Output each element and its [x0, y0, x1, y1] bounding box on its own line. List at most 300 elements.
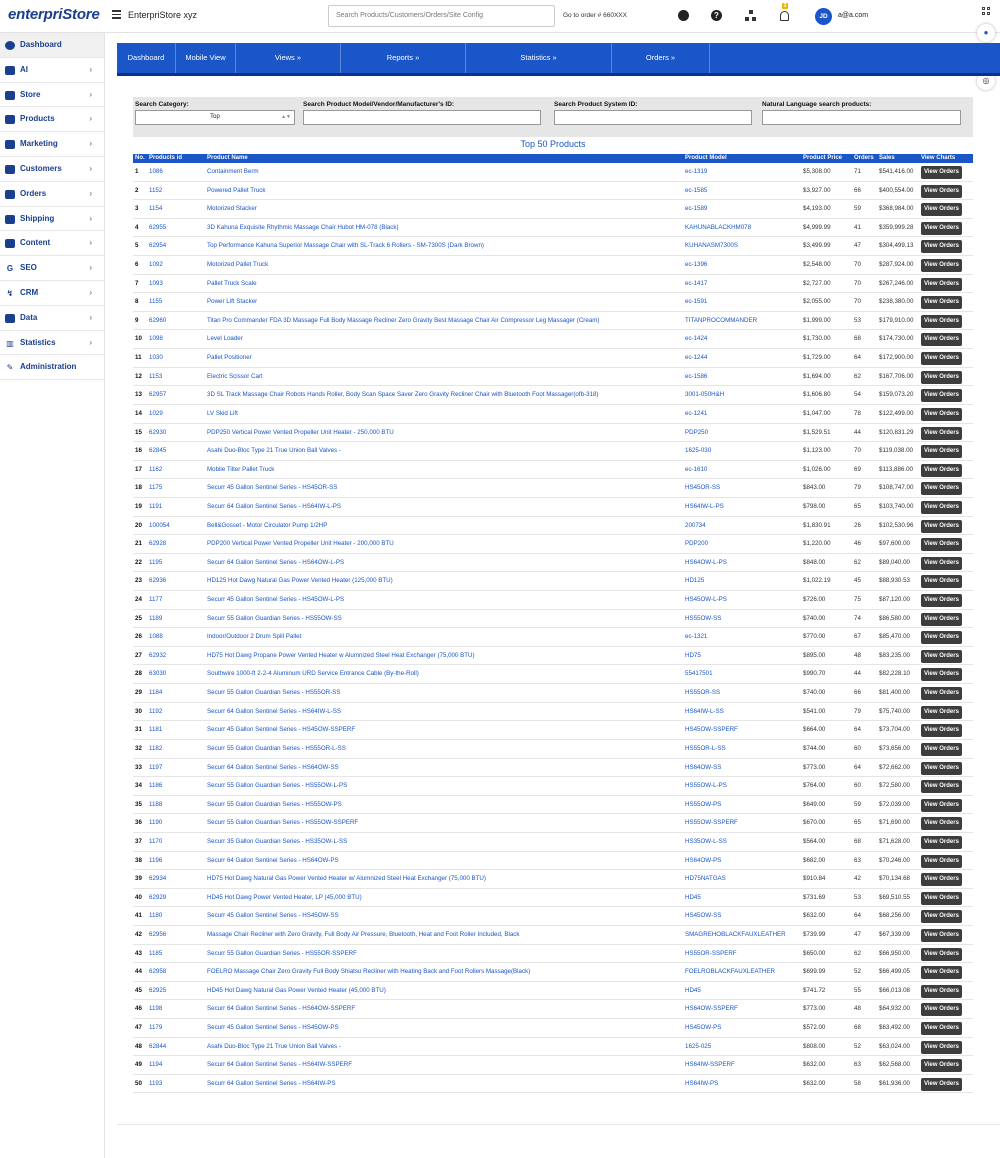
- product-name-link[interactable]: Securr 55 Gallon Guardian Series - HS55OR-SSPERF: [207, 949, 357, 957]
- view-orders-button[interactable]: View Orders: [921, 501, 962, 514]
- product-model-link[interactable]: KUHANASM7300S: [685, 242, 738, 250]
- product-id-link[interactable]: 1154: [149, 205, 163, 213]
- product-model-link[interactable]: HS55OW-PS: [685, 800, 722, 808]
- product-model-link[interactable]: HD75NATGAS: [685, 875, 726, 883]
- view-orders-button[interactable]: View Orders: [921, 333, 962, 346]
- sidebar-item-dashboard[interactable]: [0, 33, 104, 58]
- view-orders-button[interactable]: View Orders: [921, 1041, 962, 1054]
- row-number: 29: [135, 689, 142, 697]
- product-name-link[interactable]: Securr 35 Gallon Guardian Series - HS35OW-L-SS: [207, 837, 348, 845]
- product-id-link[interactable]: 62925: [149, 986, 167, 994]
- view-orders-button[interactable]: View Orders: [921, 687, 962, 700]
- product-model-link[interactable]: TITANPROCOMMANDER: [685, 316, 758, 324]
- product-id-link[interactable]: 1175: [149, 484, 163, 492]
- product-name-link[interactable]: LV Skid Lift: [207, 409, 238, 417]
- product-model-link[interactable]: ec-1424: [685, 335, 708, 343]
- product-name-link[interactable]: Securr 45 Gallon Sentinel Series - HS45OW-SS: [207, 912, 339, 920]
- product-id-link[interactable]: 1190: [149, 819, 163, 827]
- sidebar-item-label: Orders: [20, 188, 47, 198]
- product-model-link[interactable]: HS45OW-SS: [685, 912, 722, 920]
- product-id-link[interactable]: 1188: [149, 800, 163, 808]
- product-model-link[interactable]: HS64IW-SSPERF: [685, 1061, 735, 1069]
- product-model-link[interactable]: HD75: [685, 651, 701, 659]
- view-orders-button[interactable]: View Orders: [921, 1059, 962, 1072]
- product-id-link[interactable]: 1191: [149, 502, 163, 510]
- view-orders-button[interactable]: View Orders: [921, 482, 962, 495]
- product-model-link[interactable]: ec-1610: [685, 465, 708, 473]
- product-id-link[interactable]: 1196: [149, 856, 163, 864]
- view-orders-button[interactable]: View Orders: [921, 259, 962, 272]
- product-name-link[interactable]: FOELRO Massage Chair Zero Gravity Full Body Shiatsu Recliner with Heating Back and Foot Rollers Massage(Black): [207, 968, 531, 976]
- sales-total: $85,470.00: [879, 633, 910, 641]
- product-id-link[interactable]: 1192: [149, 707, 163, 715]
- product-name-link[interactable]: Securr 55 Gallon Guardian Series - HS55OW-PS: [207, 800, 342, 808]
- sidebar-item-marketing[interactable]: [0, 132, 104, 157]
- view-orders-button[interactable]: View Orders: [921, 799, 962, 812]
- nav-item-5[interactable]: Orders »: [612, 43, 710, 73]
- product-model-link[interactable]: ec-1591: [685, 298, 708, 306]
- product-model-link[interactable]: HS45OW-L-PS: [685, 596, 727, 604]
- product-name-link[interactable]: Securr 64 Gallon Sentinel Series - HS64IW-L-PS: [207, 502, 342, 510]
- product-name-link[interactable]: Securr 55 Gallon Guardian Series - HS55OR-L-SS: [207, 744, 346, 752]
- product-name-link[interactable]: Securr 45 Gallon Sentinel Series - HS45OW-PS: [207, 1024, 339, 1032]
- product-model-link[interactable]: HS55OW-SSPERF: [685, 819, 738, 827]
- sales-total: $83,235.00: [879, 651, 910, 659]
- product-model-link[interactable]: PDP250: [685, 428, 709, 436]
- product-name-link[interactable]: Mobile Tilter Pallet Truck: [207, 465, 275, 473]
- view-charts-cell: [921, 275, 973, 293]
- view-orders-button[interactable]: View Orders: [921, 222, 962, 235]
- view-orders-button[interactable]: View Orders: [921, 240, 962, 253]
- view-orders-button[interactable]: View Orders: [921, 1003, 962, 1016]
- nl-search-input[interactable]: [762, 110, 961, 125]
- row-number: 1: [135, 168, 139, 175]
- sidebar-item-statistics[interactable]: [0, 331, 104, 356]
- product-price: $3,499.99: [803, 242, 831, 250]
- nav-item-4[interactable]: Statistics »: [466, 43, 612, 73]
- view-orders-button[interactable]: View Orders: [921, 966, 962, 979]
- product-id-link[interactable]: 62928: [149, 540, 167, 548]
- product-id-link[interactable]: 1186: [149, 782, 163, 790]
- product-id-link[interactable]: 62957: [149, 391, 167, 399]
- product-model-link[interactable]: HS55OR-SS: [685, 689, 721, 697]
- product-id-link[interactable]: 1162: [149, 465, 163, 473]
- product-model-link[interactable]: HS64OW-L-PS: [685, 558, 727, 566]
- product-id-link[interactable]: 100054: [149, 521, 170, 529]
- help-icon[interactable]: ?: [711, 10, 722, 21]
- sidebar-item-ai[interactable]: [0, 58, 104, 83]
- view-orders-button[interactable]: View Orders: [921, 910, 962, 923]
- nav-item-2[interactable]: Views »: [236, 43, 341, 73]
- product-model-link[interactable]: HS35OW-L-SS: [685, 837, 727, 845]
- view-orders-button[interactable]: View Orders: [921, 948, 962, 961]
- sidebar-item-crm[interactable]: [0, 281, 104, 306]
- col-header-id[interactable]: Products id: [149, 155, 183, 161]
- sidebar-item-administration[interactable]: [0, 355, 104, 380]
- product-name-link[interactable]: HD45 Hot Dawg Natural Gas Power Vented Heater (45,000 BTU): [207, 986, 386, 994]
- table-row: [133, 870, 973, 889]
- product-id-link[interactable]: 1029: [149, 409, 163, 417]
- product-model-link[interactable]: ec-1417: [685, 279, 708, 287]
- product-id-link[interactable]: 62958: [149, 968, 167, 976]
- sales-total: $368,984.00: [879, 205, 914, 213]
- product-name-link[interactable]: Southwire 1000-ft 2-2-4 Aluminum URD Service Entrance Cable (By-the-Roll): [207, 670, 419, 678]
- col-header-orders[interactable]: Orders: [854, 155, 874, 161]
- product-id-link[interactable]: 1092: [149, 261, 163, 269]
- view-charts-cell: [921, 293, 973, 311]
- product-model-link[interactable]: HD45: [685, 893, 701, 901]
- product-name-link[interactable]: Motorized Stacker: [207, 205, 257, 213]
- product-model-link[interactable]: ec-1589: [685, 205, 708, 213]
- row-number: 17: [135, 465, 142, 473]
- view-orders-button[interactable]: View Orders: [921, 780, 962, 793]
- product-id-link[interactable]: 1093: [149, 279, 163, 287]
- product-name-link[interactable]: Securr 45 Gallon Sentinel Series - HS45OW-L-PS: [207, 596, 345, 604]
- product-id-link[interactable]: 1177: [149, 596, 163, 604]
- view-orders-button[interactable]: View Orders: [921, 538, 962, 551]
- product-name-link[interactable]: PDP250 Vertical Power Vented Propeller Unit Heater - 250,000 BTU: [207, 428, 394, 436]
- view-charts-cell: [921, 498, 973, 516]
- sales-total: $82,228.10: [879, 670, 910, 678]
- sidebar-item-label: Dashboard: [20, 40, 62, 49]
- product-model-link[interactable]: ec-1396: [685, 261, 708, 269]
- sales-total: $122,499.00: [879, 409, 914, 417]
- product-id-link[interactable]: 1194: [149, 1061, 163, 1069]
- goto-order-input[interactable]: Go to order # 660XXX: [563, 12, 627, 19]
- product-name-link[interactable]: Pallet Positioner: [207, 354, 252, 362]
- sidebar-item-content[interactable]: [0, 231, 104, 256]
- product-id-link[interactable]: 1182: [149, 744, 163, 752]
- product-price: $731.69: [803, 893, 826, 901]
- assistant-icon[interactable]: ●: [974, 22, 998, 44]
- sidebar-item-data[interactable]: [0, 306, 104, 331]
- product-id-link[interactable]: 1152: [149, 186, 163, 194]
- product-price: $2,548.00: [803, 261, 831, 269]
- view-orders-button[interactable]: View Orders: [921, 762, 962, 775]
- product-model-link[interactable]: HS64IW-L-SS: [685, 707, 724, 715]
- sitemap-icon[interactable]: [745, 10, 756, 21]
- product-id-link[interactable]: 1181: [149, 726, 163, 734]
- apps-grid-icon[interactable]: [974, 0, 998, 22]
- product-id-link[interactable]: 62934: [149, 875, 167, 883]
- col-header-no[interactable]: No.: [135, 155, 145, 161]
- view-charts-cell: [921, 237, 973, 255]
- store-icon: [5, 91, 15, 100]
- view-orders-button[interactable]: View Orders: [921, 427, 962, 440]
- view-orders-button[interactable]: View Orders: [921, 724, 962, 737]
- view-orders-button[interactable]: View Orders: [921, 594, 962, 607]
- product-name-link[interactable]: Pallet Truck Scale: [207, 279, 257, 287]
- product-name-link[interactable]: 3D SL Track Massage Chair Robots Hands Roller, Body Scan Space Saver Zero Gravity Recliner Chair with Bluetooth Foot Massager(ofb-318): [207, 391, 599, 399]
- product-id-link[interactable]: 62845: [149, 447, 167, 455]
- product-id-link[interactable]: 1153: [149, 372, 163, 380]
- col-header-price[interactable]: Product Price: [803, 155, 843, 161]
- product-id-link[interactable]: 1195: [149, 558, 163, 566]
- chevron-right-icon: ›: [89, 337, 92, 347]
- product-id-link[interactable]: 1193: [149, 1079, 163, 1087]
- product-model-link[interactable]: FOELROBLACKFAUXLEATHER: [685, 968, 775, 976]
- view-orders-button[interactable]: View Orders: [921, 613, 962, 626]
- product-id-link[interactable]: 62954: [149, 242, 167, 250]
- sidebar-item-products[interactable]: [0, 107, 104, 132]
- product-model-link[interactable]: HS45OW-SSPERF: [685, 726, 738, 734]
- product-model-link[interactable]: HS55OW-SS: [685, 614, 722, 622]
- product-id-link[interactable]: 1198: [149, 1005, 163, 1013]
- view-orders-button[interactable]: View Orders: [921, 836, 962, 849]
- orders-count: 71: [854, 168, 861, 175]
- view-charts-cell: [921, 1000, 973, 1018]
- logo[interactable]: enterpriStore: [8, 6, 100, 23]
- view-charts-cell: [921, 796, 973, 814]
- product-id-link[interactable]: 1185: [149, 949, 163, 957]
- view-orders-button[interactable]: View Orders: [921, 855, 962, 868]
- col-header-name[interactable]: Product Name: [207, 155, 248, 161]
- view-orders-button[interactable]: View Orders: [921, 278, 962, 291]
- product-id-link[interactable]: 62844: [149, 1042, 167, 1050]
- product-name-link[interactable]: Securr 64 Gallon Sentinel Series - HS64IW-PS: [207, 1079, 336, 1087]
- product-id-link[interactable]: 1189: [149, 614, 163, 622]
- row-number: 34: [135, 782, 142, 790]
- row-number: 24: [135, 596, 142, 604]
- product-name-link[interactable]: Titan Pro Commander FDA 3D Massage Full Body Massage Recliner Zero Gravity Best Massage Chair Air Compressor Leg Massager (Cream): [207, 316, 600, 324]
- view-orders-button[interactable]: View Orders: [921, 185, 962, 198]
- sidebar-item-seo[interactable]: [0, 256, 104, 281]
- sidebar-item-shipping[interactable]: [0, 207, 104, 232]
- nav-item-1[interactable]: Mobile View: [176, 43, 236, 73]
- view-orders-button[interactable]: View Orders: [921, 296, 962, 309]
- product-id-link[interactable]: 62929: [149, 893, 167, 901]
- product-name-link[interactable]: Securr 64 Gallon Sentinel Series - HS64IW-L-SS: [207, 707, 342, 715]
- product-model-link[interactable]: ec-1241: [685, 409, 708, 417]
- product-model-link[interactable]: 3001-050H&H: [685, 391, 725, 399]
- view-orders-button[interactable]: View Orders: [921, 985, 962, 998]
- chevron-right-icon: ›: [89, 114, 92, 124]
- table-row: [133, 1038, 973, 1057]
- view-orders-button[interactable]: View Orders: [921, 371, 962, 384]
- product-id-link[interactable]: 62955: [149, 223, 167, 231]
- product-name-link[interactable]: Bell&Gosset - Motor Circulator Pump 1/2HP: [207, 521, 328, 529]
- system-id-search-input[interactable]: [554, 110, 752, 125]
- product-id-link[interactable]: 1155: [149, 298, 163, 306]
- product-model-link[interactable]: 55417501: [685, 670, 713, 678]
- product-name-link[interactable]: PDP200 Vertical Power Vented Propeller Unit Heater - 200,000 BTU: [207, 540, 394, 548]
- view-charts-cell: [921, 665, 973, 683]
- view-charts-cell: [921, 907, 973, 925]
- view-orders-button[interactable]: View Orders: [921, 892, 962, 905]
- view-orders-button[interactable]: View Orders: [921, 166, 962, 179]
- product-model-link[interactable]: HS64OW-SSPERF: [685, 1005, 738, 1013]
- view-orders-button[interactable]: View Orders: [921, 929, 962, 942]
- orders-count: 60: [854, 744, 861, 752]
- product-id-link[interactable]: 62930: [149, 428, 167, 436]
- col-header-charts[interactable]: View Charts: [921, 155, 956, 161]
- product-model-link[interactable]: HS64IW-L-PS: [685, 502, 724, 510]
- view-orders-button[interactable]: View Orders: [921, 389, 962, 402]
- product-id-link[interactable]: 62956: [149, 930, 167, 938]
- product-price: $1,729.00: [803, 354, 831, 362]
- table-row: [133, 1075, 973, 1094]
- product-name-link[interactable]: 3D Kahuna Exquisite Rhythmic Massage Chair Hubot HM-078 (Black): [207, 223, 399, 231]
- globe-icon[interactable]: [678, 10, 689, 21]
- sidebar: [0, 33, 105, 1158]
- product-model-link[interactable]: HD45: [685, 986, 701, 994]
- product-name-link[interactable]: Containment Berm: [207, 168, 259, 175]
- orders-count: 69: [854, 465, 861, 473]
- view-charts-cell: [921, 517, 973, 535]
- view-orders-button[interactable]: View Orders: [921, 873, 962, 886]
- product-name-link[interactable]: Securr 45 Gallon Sentinel Series - HS45OW-SSPERF: [207, 726, 356, 734]
- row-number: 8: [135, 298, 139, 306]
- nav-item-0[interactable]: Dashboard: [117, 43, 176, 73]
- bell-icon[interactable]: [780, 11, 789, 21]
- product-name-link[interactable]: Securr 55 Gallon Guardian Series - HS55OW-SS: [207, 614, 342, 622]
- row-number: 22: [135, 558, 142, 566]
- view-orders-button[interactable]: View Orders: [921, 706, 962, 719]
- product-name-link[interactable]: Asahi Duo-Bloc Type 21 True Union Ball Valves -: [207, 447, 341, 455]
- product-name-link[interactable]: Indoor/Outdoor 2 Drum Spill Pallet: [207, 633, 302, 641]
- product-model-link[interactable]: ec-1586: [685, 372, 708, 380]
- product-name-link[interactable]: Securr 64 Gallon Sentinel Series - HS64OW-SS: [207, 763, 339, 771]
- product-name-link[interactable]: Asahi Duo-Bloc Type 21 True Union Ball Valves -: [207, 1042, 341, 1050]
- row-number: 15: [135, 428, 142, 436]
- product-price: $848.00: [803, 558, 826, 566]
- view-orders-button[interactable]: View Orders: [921, 631, 962, 644]
- product-model-link[interactable]: HS64OW-PS: [685, 856, 722, 864]
- product-id-link[interactable]: 62936: [149, 577, 167, 585]
- product-model-link[interactable]: HS55OW-L-PS: [685, 782, 727, 790]
- row-number: 19: [135, 502, 142, 510]
- table-row: [133, 628, 973, 647]
- product-model-link[interactable]: HS55OR-SSPERF: [685, 949, 737, 957]
- view-charts-cell: [921, 982, 973, 1000]
- product-model-link[interactable]: ec-1244: [685, 354, 708, 362]
- sidebar-item-orders[interactable]: [0, 182, 104, 207]
- avatar[interactable]: JD: [815, 8, 832, 25]
- megaphone-icon: [5, 140, 15, 149]
- product-model-link[interactable]: HS55OR-L-SS: [685, 744, 726, 752]
- view-orders-button[interactable]: View Orders: [921, 668, 962, 681]
- row-number: 23: [135, 577, 142, 585]
- product-price: $649.00: [803, 800, 826, 808]
- product-name-link[interactable]: Securr 64 Gallon Sentinel Series - HS64OW-SSPERF: [207, 1005, 356, 1013]
- product-id-link[interactable]: 1086: [149, 168, 163, 175]
- product-model-link[interactable]: SMAGREHOBLACKFAUXLEATHER: [685, 930, 786, 938]
- nav-item-3[interactable]: Reports »: [341, 43, 466, 73]
- product-id-link[interactable]: 1197: [149, 763, 163, 771]
- view-orders-button[interactable]: View Orders: [921, 445, 962, 458]
- product-id-link[interactable]: 1179: [149, 1024, 163, 1032]
- view-orders-button[interactable]: View Orders: [921, 557, 962, 570]
- view-orders-button[interactable]: View Orders: [921, 575, 962, 588]
- product-name-link[interactable]: Securr 55 Gallon Guardian Series - HS55OR-SS: [207, 689, 341, 697]
- view-orders-button[interactable]: View Orders: [921, 352, 962, 365]
- row-number: 38: [135, 856, 142, 864]
- table-row: [133, 200, 973, 219]
- product-model-link[interactable]: HS64OW-SS: [685, 763, 722, 771]
- hamburger-menu-icon[interactable]: [112, 10, 121, 19]
- product-name-link[interactable]: Securr 55 Gallon Guardian Series - HS55OW-SSPERF: [207, 819, 359, 827]
- sidebar-item-store[interactable]: [0, 83, 104, 108]
- product-price: $773.00: [803, 763, 826, 771]
- table-row: [133, 907, 973, 926]
- view-orders-button[interactable]: View Orders: [921, 464, 962, 477]
- view-orders-button[interactable]: View Orders: [921, 520, 962, 533]
- product-id-link[interactable]: 1180: [149, 912, 163, 920]
- product-model-link[interactable]: PDP200: [685, 540, 709, 548]
- product-model-link[interactable]: HD125: [685, 577, 705, 585]
- product-id-link[interactable]: 1030: [149, 354, 163, 362]
- view-orders-button[interactable]: View Orders: [921, 408, 962, 421]
- product-model-link[interactable]: ec-1321: [685, 633, 708, 641]
- product-name-link[interactable]: Electric Scissor Cart: [207, 372, 263, 380]
- product-name-link[interactable]: Securr 64 Gallon Sentinel Series - HS64OW-L-PS: [207, 558, 345, 566]
- view-orders-button[interactable]: View Orders: [921, 203, 962, 216]
- product-model-link[interactable]: HS45OR-SS: [685, 484, 721, 492]
- product-name-link[interactable]: HD125 Hot Dawg Natural Gas Power Vented Heater (125,000 BTU): [207, 577, 393, 585]
- product-id-link[interactable]: 1098: [149, 335, 163, 343]
- product-model-link[interactable]: 1625-030: [685, 447, 712, 455]
- view-orders-button[interactable]: View Orders: [921, 1022, 962, 1035]
- product-name-link[interactable]: Massage Chair Recliner with Zero Gravity, Full Body Air Pressure, Bluetooth, Heat and Foot Roller Included, Black: [207, 930, 520, 938]
- product-id-link[interactable]: 63030: [149, 670, 167, 678]
- orders-count: 70: [854, 298, 861, 306]
- product-name-link[interactable]: Level Loader: [207, 335, 243, 343]
- product-name-link[interactable]: Powered Pallet Truck: [207, 186, 266, 194]
- product-id-link[interactable]: 62932: [149, 651, 167, 659]
- global-search-input[interactable]: Search Products/Customers/Orders/Site Config: [328, 5, 555, 27]
- product-model-link[interactable]: HS45OW-PS: [685, 1024, 722, 1032]
- product-model-link[interactable]: 1625-025: [685, 1042, 712, 1050]
- product-name-link[interactable]: Securr 55 Gallon Guardian Series - HS55OW-L-PS: [207, 782, 348, 790]
- col-header-sales[interactable]: Sales: [879, 155, 895, 161]
- product-name-link[interactable]: Securr 64 Gallon Sentinel Series - HS64IW-SSPERF: [207, 1061, 353, 1069]
- model-search-input[interactable]: [303, 110, 541, 125]
- row-number: 43: [135, 949, 142, 957]
- view-orders-button[interactable]: View Orders: [921, 315, 962, 328]
- product-name-link[interactable]: Top Performance Kahuna Superior Massage Chair with SL-Track 6 Rollers - SM-7300S (Dark Brown): [207, 242, 484, 250]
- product-id-link[interactable]: 1170: [149, 837, 163, 845]
- product-id-link[interactable]: 62960: [149, 316, 167, 324]
- view-orders-button[interactable]: View Orders: [921, 743, 962, 756]
- product-model-link[interactable]: ec-1585: [685, 186, 708, 194]
- view-charts-cell: [921, 721, 973, 739]
- col-header-model[interactable]: Product Model: [685, 155, 727, 161]
- sidebar-item-customers[interactable]: [0, 157, 104, 182]
- product-name-link[interactable]: Power Lift Stacker: [207, 298, 258, 306]
- product-name-link[interactable]: Securr 64 Gallon Sentinel Series - HS64OW-PS: [207, 856, 339, 864]
- product-id-link[interactable]: 1088: [149, 633, 163, 641]
- view-orders-button[interactable]: View Orders: [921, 650, 962, 663]
- view-orders-button[interactable]: View Orders: [921, 1078, 962, 1091]
- user-email[interactable]: a@a.com: [838, 12, 869, 19]
- product-name-link[interactable]: HD45 Hot Dawg Power Vented Heater, LP (45,000 BTU): [207, 893, 362, 901]
- product-name-link[interactable]: HD75 Hot Dawg Propane Power Vented Heater w Alumnized Steel Heat Exchanger (75,000 BTU): [207, 651, 475, 659]
- product-model-link[interactable]: HS64IW-PS: [685, 1079, 719, 1087]
- product-model-link[interactable]: 200734: [685, 521, 706, 529]
- product-model-link[interactable]: ec-1319: [685, 168, 708, 175]
- product-price: $572.00: [803, 1024, 826, 1032]
- product-name-link[interactable]: Motorized Pallet Truck: [207, 261, 269, 269]
- sales-total: $75,740.00: [879, 707, 910, 715]
- sidebar-item-label: Shipping: [20, 213, 55, 223]
- product-id-link[interactable]: 1184: [149, 689, 163, 697]
- product-name-link[interactable]: HD75 Hot Dawg Natural Gas Power Vented Heater w/ Alumnized Steel Heat Exchanger (75,000 BTU): [207, 875, 486, 883]
- product-model-link[interactable]: KAHUNABLACKHM078: [685, 223, 752, 231]
- product-name-link[interactable]: Securr 45 Gallon Sentinel Series - HS45OR-SS: [207, 484, 338, 492]
- view-orders-button[interactable]: View Orders: [921, 817, 962, 830]
- category-select[interactable]: [135, 110, 295, 125]
- settings-icon[interactable]: ◎: [974, 70, 998, 92]
